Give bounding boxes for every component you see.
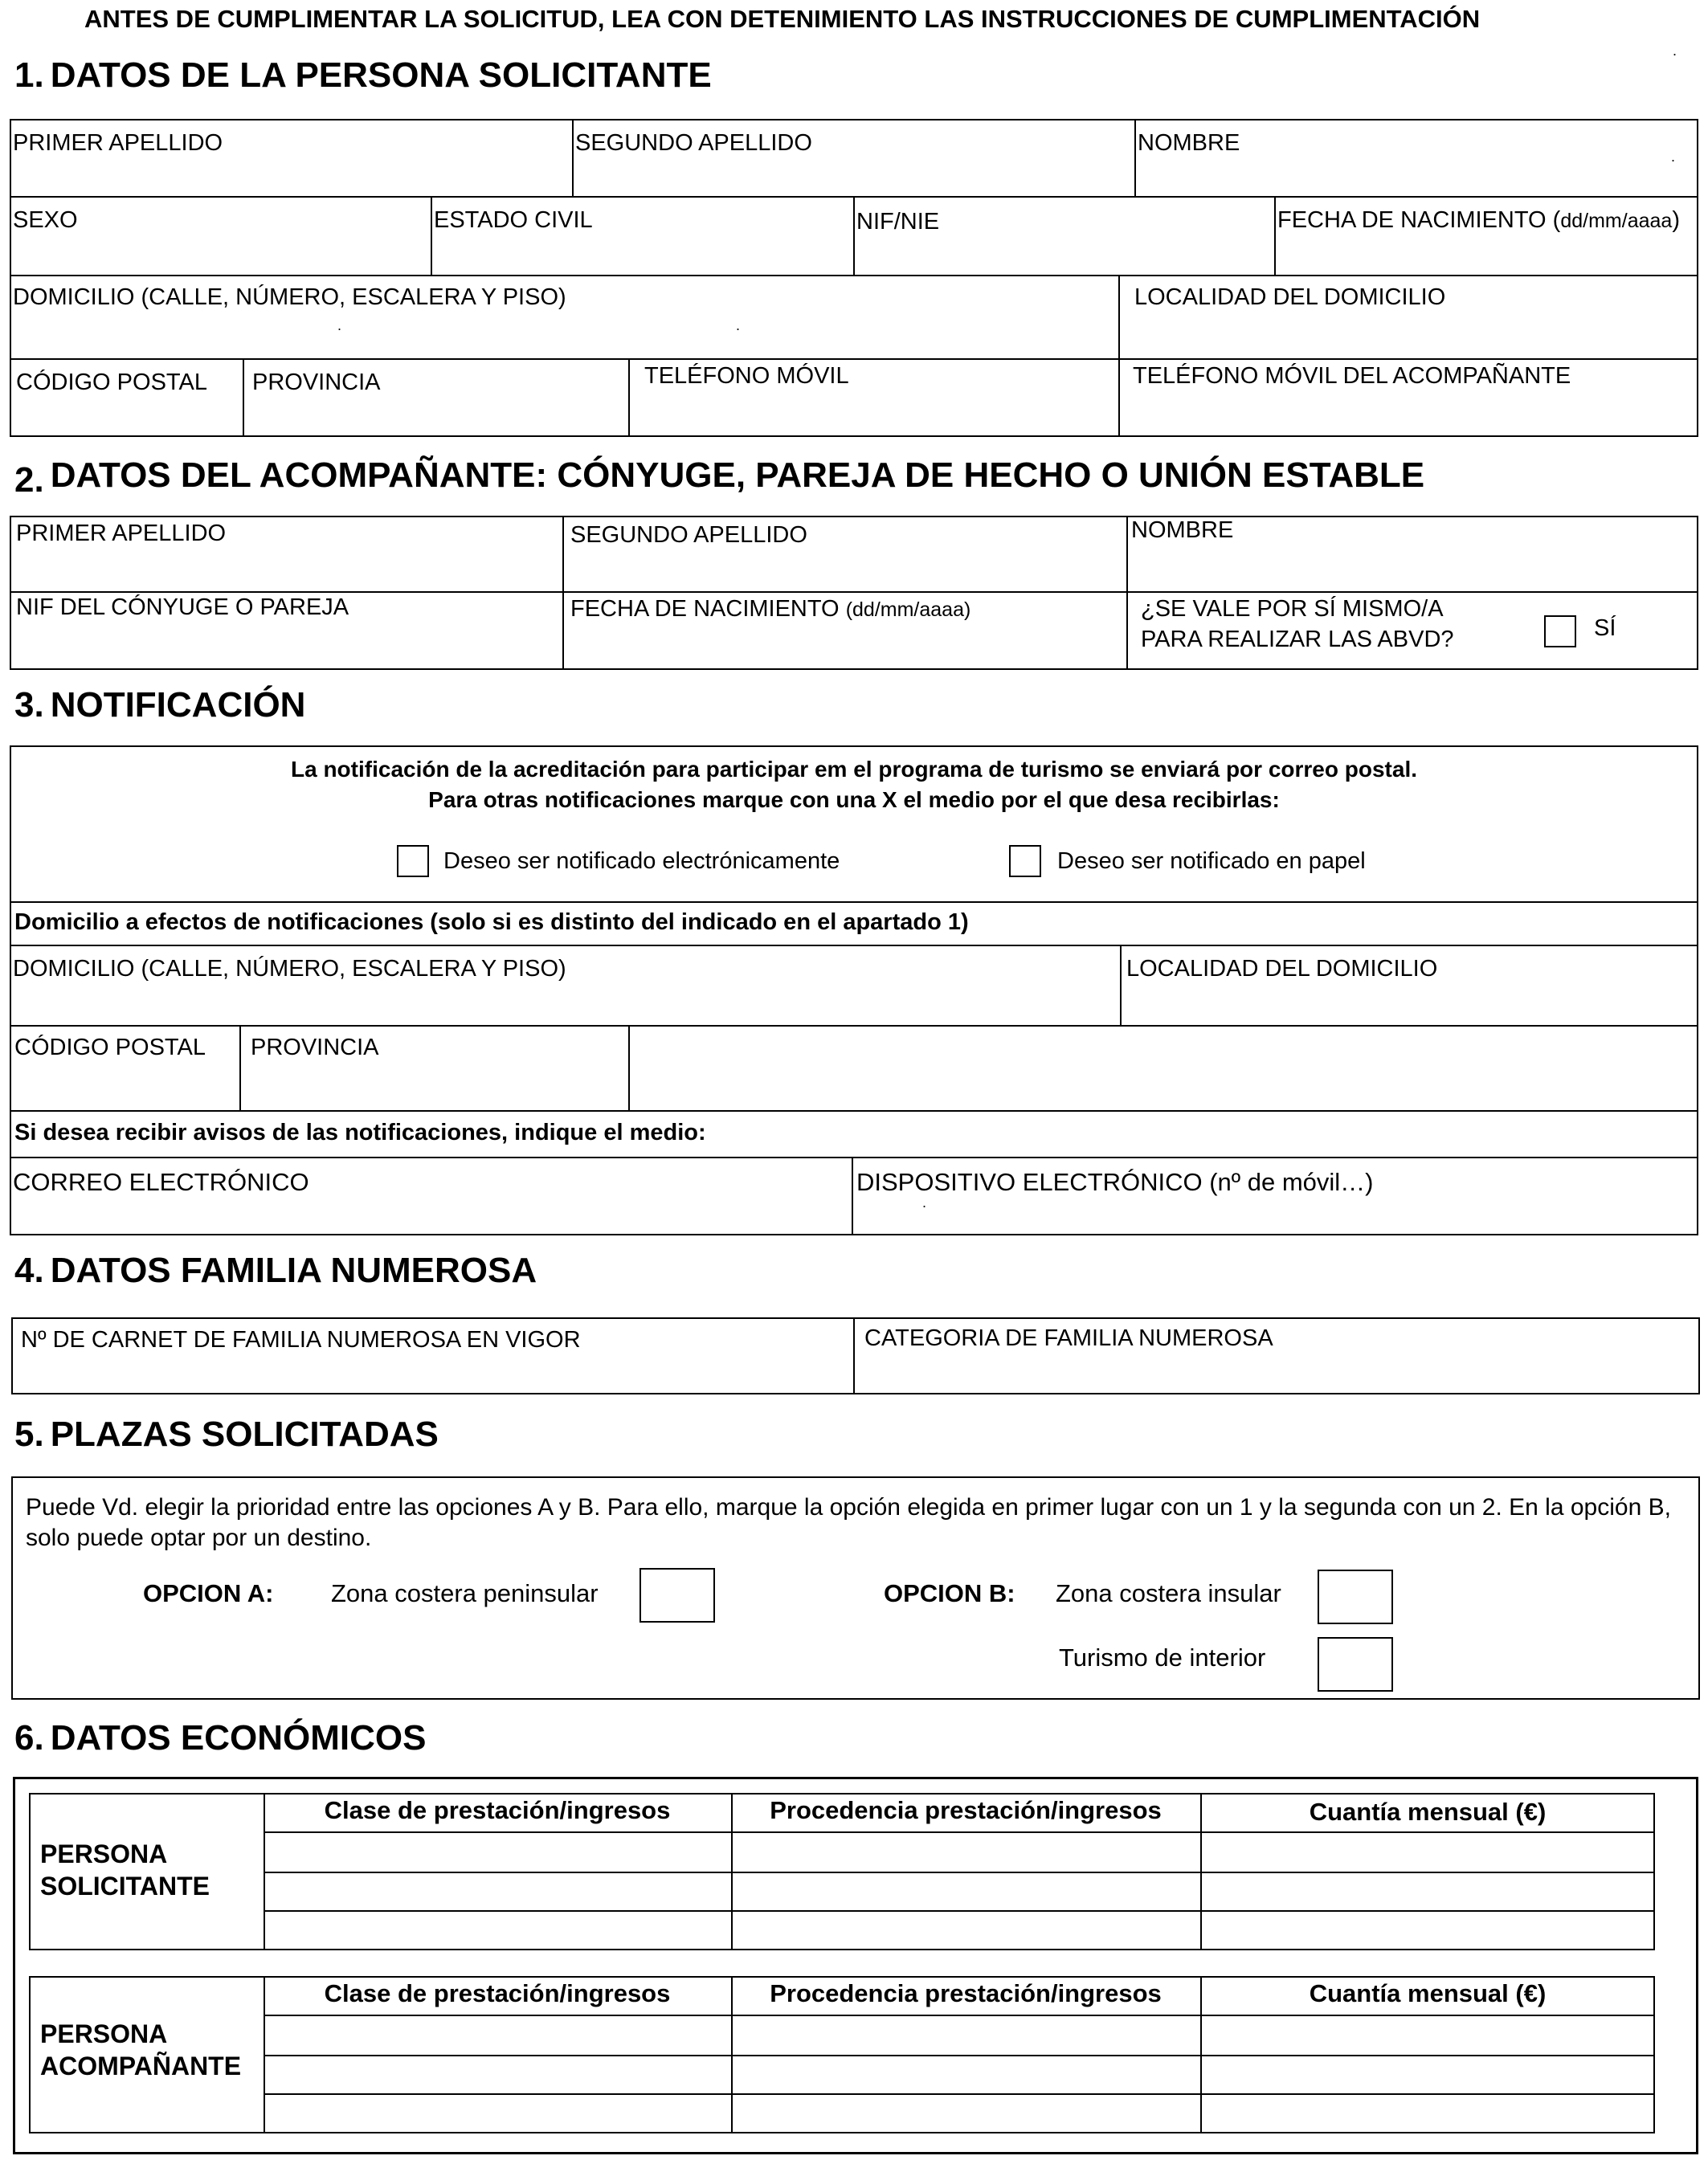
- turismo-interior-box[interactable]: [1318, 1637, 1393, 1692]
- acomp-segundo-apellido-field[interactable]: SEGUNDO APELLIDO: [570, 522, 807, 548]
- plazas-instructions: Puede Vd. elegir la prioridad entre las opciones A y B. Para ello, marque la opción elegida en primer lugar con un 1 y la segunda con un 2. En la opción B, solo puede optar por un destino.: [26, 1494, 1671, 1551]
- acomp-primer-apellido-field[interactable]: PRIMER APELLIDO: [16, 521, 227, 546]
- sexo-field[interactable]: SEXO: [13, 207, 78, 233]
- notif-localidad-field[interactable]: LOCALIDAD DEL DOMICILIO: [1126, 956, 1438, 982]
- notificado-papel-label: Deseo ser notificado en papel: [1057, 848, 1366, 874]
- domicilio-field[interactable]: DOMICILIO (CALLE, NÚMERO, ESCALERA Y PISO): [13, 284, 566, 310]
- opcion-a-label: OPCION A:: [143, 1579, 274, 1607]
- telefono-movil-field[interactable]: TELÉFONO MÓVIL: [644, 363, 849, 389]
- solicitante-procedencia-cell[interactable]: [733, 1833, 1199, 1870]
- persona-acompanante-label-1: PERSONA: [40, 2019, 168, 2048]
- acompanante-procedencia-cell[interactable]: [733, 2016, 1199, 2053]
- notificado-electronico-checkbox[interactable]: [397, 845, 429, 877]
- abvd-si-label: SÍ: [1594, 615, 1616, 641]
- section-4-number: 4.: [14, 1251, 44, 1290]
- instructions-notice: ANTES DE CUMPLIMENTAR LA SOLICITUD, LEA CON DETENIMIENTO LAS INSTRUCCIONES DE CUMPLIMENTACIÓN: [84, 5, 1481, 33]
- zona-costera-peninsular-box[interactable]: [639, 1568, 715, 1623]
- col-procedencia-prestacion: Procedencia prestación/ingresos: [770, 1979, 1162, 2007]
- abvd-question-line1: ¿SE VALE POR SÍ MISMO/A: [1141, 596, 1444, 622]
- abvd-question-line2: PARA REALIZAR LAS ABVD?: [1141, 627, 1454, 652]
- nombre-field[interactable]: NOMBRE: [1138, 130, 1240, 156]
- col-cuantia-mensual: Cuantía mensual (€): [1309, 1798, 1547, 1826]
- notificacion-info-line1: La notificación de la acreditación para participar em el programa de turismo se enviará por correo postal.: [291, 757, 1417, 782]
- notificacion-info-line2: Para otras notificaciones marque con una X el medio por el que desa recibirlas:: [428, 787, 1280, 812]
- section-4-title: DATOS FAMILIA NUMEROSA: [50, 1251, 537, 1290]
- categoria-familia-numerosa-field[interactable]: CATEGORIA DE FAMILIA NUMEROSA: [864, 1325, 1273, 1351]
- section-6-title: DATOS ECONÓMICOS: [50, 1718, 427, 1758]
- section-3-number: 3.: [14, 685, 44, 725]
- section-5-heading: [14, 1417, 439, 1452]
- segundo-apellido-field[interactable]: SEGUNDO APELLIDO: [575, 130, 812, 156]
- col-clase-prestacion: Clase de prestación/ingresos: [324, 1796, 671, 1824]
- solicitante-cuantia-cell[interactable]: [1202, 1833, 1653, 1870]
- section-6-number: 6.: [14, 1718, 44, 1758]
- stray-dot: .: [1673, 43, 1677, 59]
- estado-civil-field[interactable]: ESTADO CIVIL: [434, 207, 593, 233]
- zona-costera-insular-label: Zona costera insular: [1056, 1579, 1281, 1607]
- col-procedencia-prestacion: Procedencia prestación/ingresos: [770, 1796, 1162, 1824]
- correo-electronico-field[interactable]: CORREO ELECTRÓNICO: [13, 1168, 309, 1196]
- primer-apellido-field[interactable]: PRIMER APELLIDO: [13, 130, 223, 156]
- stray-dot: .: [736, 317, 741, 333]
- section-3-heading: [14, 685, 306, 725]
- section-1-title: DATOS DE LA PERSONA SOLICITANTE: [50, 55, 712, 95]
- persona-acompanante-label-2: ACOMPAÑANTE: [40, 2052, 242, 2080]
- section-2-number: 2.: [14, 460, 44, 500]
- stray-dot: .: [1671, 149, 1676, 165]
- notificado-electronico-label: Deseo ser notificado electrónicamente: [443, 848, 840, 874]
- codigo-postal-field[interactable]: CÓDIGO POSTAL: [16, 370, 207, 395]
- section-2-title: DATOS DEL ACOMPAÑANTE: CÓNYUGE, PAREJA DE HECHO O UNIÓN ESTABLE: [50, 455, 1425, 495]
- acomp-fecha-nacimiento-field[interactable]: FECHA DE NACIMIENTO (dd/mm/aaaa): [570, 596, 971, 622]
- turismo-interior-label: Turismo de interior: [1059, 1643, 1266, 1672]
- persona-solicitante-label-2: SOLICITANTE: [40, 1872, 210, 1901]
- col-clase-prestacion: Clase de prestación/ingresos: [324, 1979, 671, 2007]
- abvd-si-checkbox[interactable]: [1544, 615, 1576, 647]
- section-5-number: 5.: [14, 1415, 44, 1454]
- acompanante-cuantia-cell[interactable]: [1202, 2016, 1653, 2053]
- fecha-nacimiento-field[interactable]: FECHA DE NACIMIENTO (dd/mm/aaaa): [1277, 207, 1680, 233]
- notif-codigo-postal-field[interactable]: CÓDIGO POSTAL: [14, 1035, 206, 1060]
- provincia-field[interactable]: PROVINCIA: [252, 370, 381, 395]
- zona-costera-peninsular-label: Zona costera peninsular: [331, 1579, 599, 1607]
- domicilio-efectos-label: Domicilio a efectos de notificaciones (solo si es distinto del indicado en el apartado 1): [14, 909, 969, 935]
- acomp-nombre-field[interactable]: NOMBRE: [1131, 517, 1234, 543]
- section-1-heading: [14, 55, 712, 95]
- telefono-acompanante-field[interactable]: TELÉFONO MÓVIL DEL ACOMPAÑANTE: [1133, 363, 1571, 389]
- section-5-title: PLAZAS SOLICITADAS: [50, 1415, 439, 1454]
- persona-solicitante-label-1: PERSONA: [40, 1839, 168, 1868]
- section-1-number: 1.: [14, 55, 44, 95]
- acomp-nif-field[interactable]: NIF DEL CÓNYUGE O PAREJA: [16, 594, 349, 620]
- section-6-heading: [14, 1718, 427, 1758]
- notif-provincia-field[interactable]: PROVINCIA: [251, 1035, 379, 1060]
- localidad-field[interactable]: LOCALIDAD DEL DOMICILIO: [1134, 284, 1446, 310]
- section-2-heading: [14, 455, 1425, 500]
- carnet-familia-numerosa-field[interactable]: Nº DE CARNET DE FAMILIA NUMEROSA EN VIGOR: [21, 1327, 581, 1353]
- solicitante-clase-cell[interactable]: [265, 1833, 729, 1870]
- acompanante-clase-cell[interactable]: [265, 2016, 729, 2053]
- notificado-papel-checkbox[interactable]: [1009, 845, 1041, 877]
- col-cuantia-mensual: Cuantía mensual (€): [1309, 1979, 1547, 2007]
- stray-dot: .: [922, 1194, 927, 1211]
- zona-costera-insular-box[interactable]: [1318, 1570, 1393, 1624]
- section-4-heading: [14, 1253, 537, 1288]
- nif-nie-field[interactable]: NIF/NIE: [856, 209, 940, 235]
- opcion-b-label: OPCION B:: [884, 1579, 1015, 1607]
- section-3-title: NOTIFICACIÓN: [50, 685, 306, 725]
- notif-domicilio-field[interactable]: DOMICILIO (CALLE, NÚMERO, ESCALERA Y PISO): [13, 956, 566, 982]
- dispositivo-electronico-field[interactable]: DISPOSITIVO ELECTRÓNICO (nº de móvil…): [856, 1168, 1374, 1196]
- avisos-label: Si desea recibir avisos de las notificaciones, indique el medio:: [14, 1120, 706, 1145]
- stray-dot: .: [337, 317, 342, 333]
- notificacion-form: [10, 745, 1698, 1235]
